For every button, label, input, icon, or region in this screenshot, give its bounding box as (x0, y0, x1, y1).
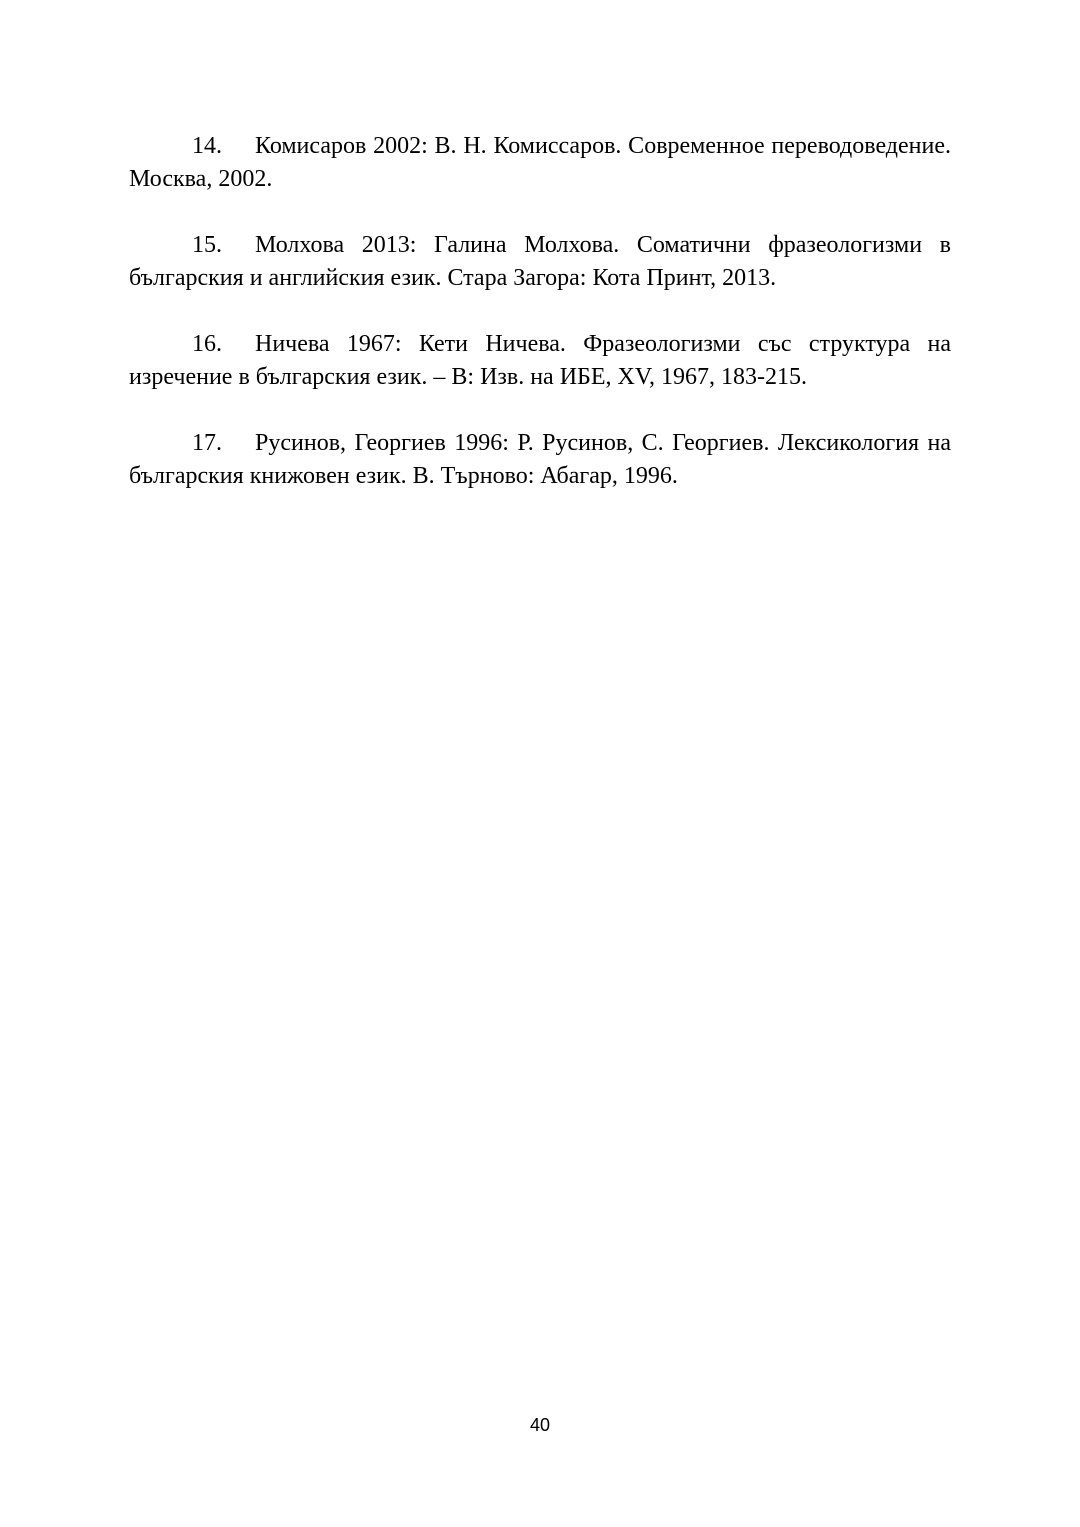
reference-item (129, 328, 951, 394)
reference-item (129, 130, 951, 196)
reference-item (129, 427, 951, 493)
reference-number: 15. (192, 232, 222, 258)
reference-number: 14. (192, 133, 222, 159)
page-number: 40 (529, 1415, 551, 1435)
reference-number: 17. (192, 430, 222, 456)
reference-list (129, 130, 951, 526)
reference-text: Комисаров 2002: В. Н. Комиссаров. Современное переводоведение. Москва, 2002. (129, 133, 951, 192)
reference-text: Ничева 1967: Кети Ничева. Фразеологизми със структура на изречение в българския език. – В: Изв. на ИБЕ, XV, 1967, 183-215. (129, 331, 951, 390)
reference-text: Молхова 2013: Галина Молхова. Соматични фразеологизми в българския и английския език. Стара Загора: Кота Принт, 2013. (129, 232, 951, 291)
reference-text: Русинов, Георгиев 1996: Р. Русинов, С. Георгиев. Лексикология на българския книжовен език. В. Търново: Абагар, 1996. (129, 430, 951, 489)
reference-number: 16. (192, 331, 222, 357)
reference-item (129, 229, 951, 295)
